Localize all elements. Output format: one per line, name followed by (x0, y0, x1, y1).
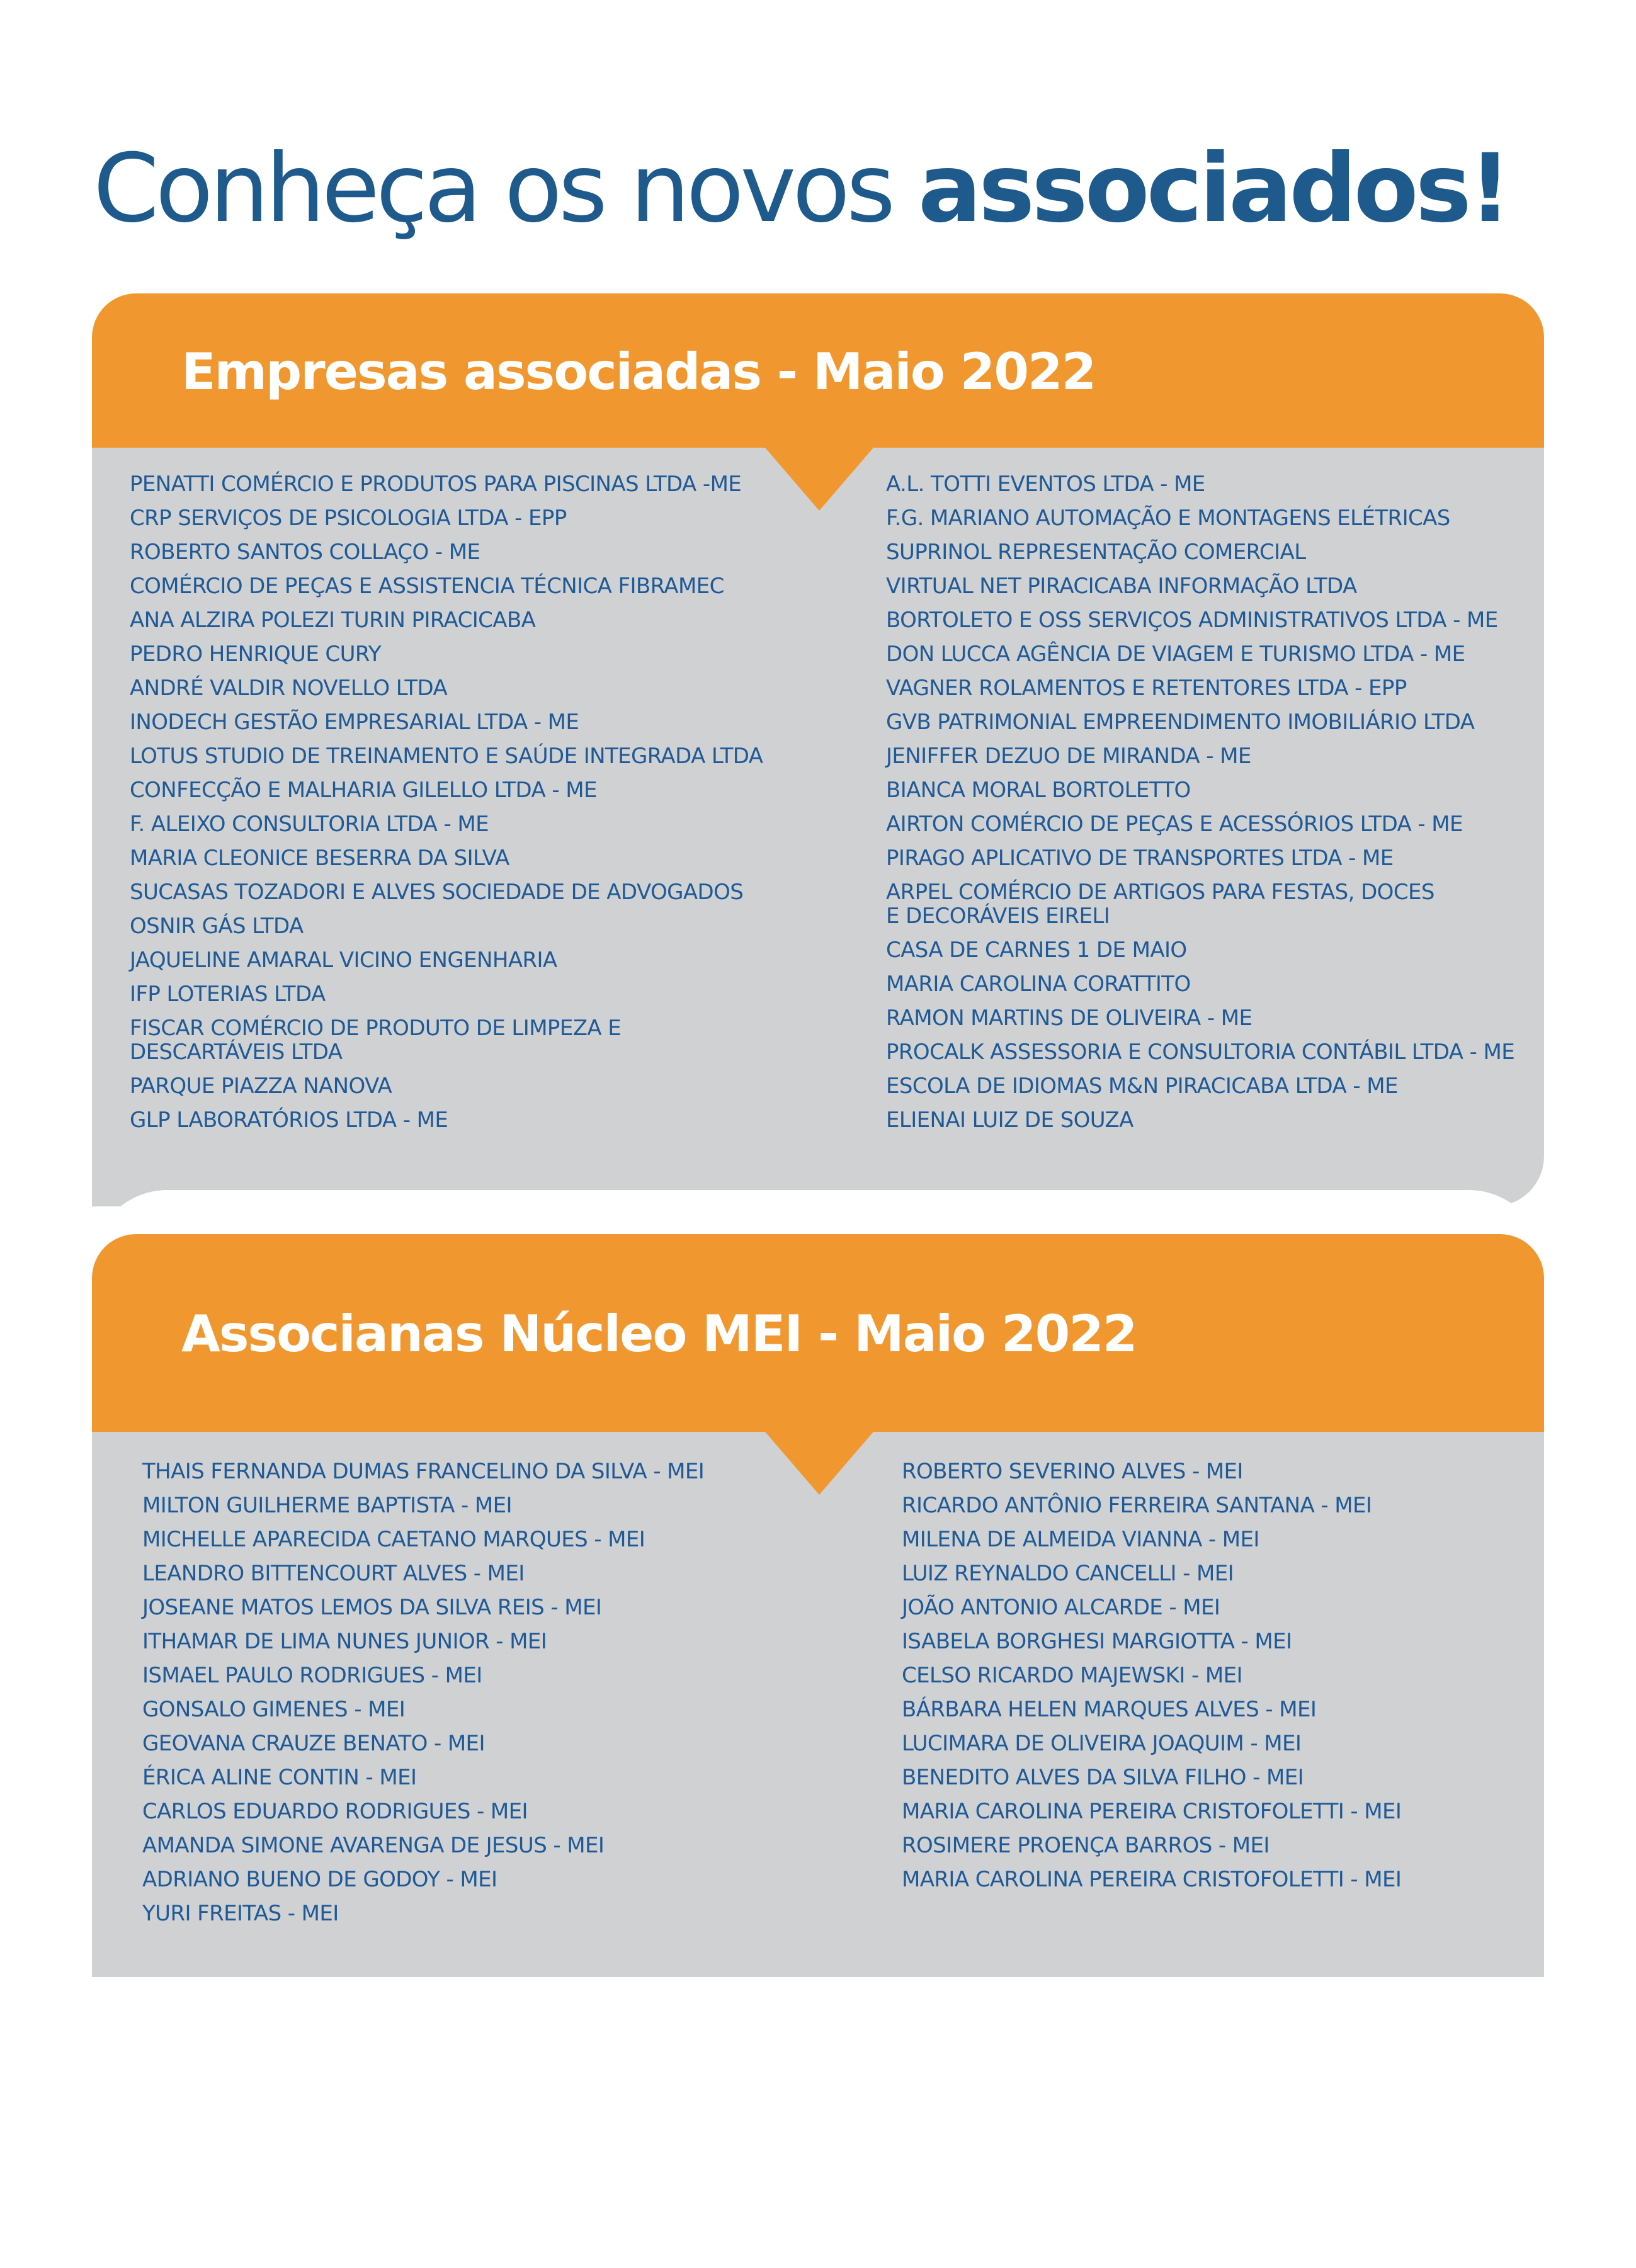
list-item: GONSALO GIMENES - MEI (142, 1697, 406, 1722)
list-item: ISABELA BORGHESI MARGIOTTA - MEI (902, 1629, 1292, 1654)
list-item: VAGNER ROLAMENTOS E RETENTORES LTDA - EPP (886, 676, 1407, 701)
list-item: JOÃO ANTONIO ALCARDE - MEI (902, 1595, 1220, 1620)
list-item: BORTOLETO E OSS SERVIÇOS ADMINISTRATIVOS LTDA - ME (886, 608, 1498, 633)
list-item: F. ALEIXO CONSULTORIA LTDA - ME (130, 812, 489, 837)
empresas-list-right (886, 472, 1514, 1142)
header-pointer-arrow (765, 448, 873, 511)
list-item: F.G. MARIANO AUTOMAÇÃO E MONTAGENS ELÉTRICAS (886, 506, 1450, 531)
empresas-list-left (130, 472, 763, 1142)
section-header (92, 293, 1544, 448)
list-item: DON LUCCA AGÊNCIA DE VIAGEM E TURISMO LTDA - ME (886, 642, 1465, 667)
list-item: LEANDRO BITTENCOURT ALVES - MEI (142, 1561, 525, 1586)
list-item: BIANCA MORAL BORTOLETTO (886, 778, 1191, 803)
list-item: LUIZ REYNALDO CANCELLI - MEI (902, 1561, 1234, 1586)
section-title: Empresas associadas - Maio 2022 (181, 343, 1096, 401)
list-item: MICHELLE APARECIDA CAETANO MARQUES - MEI (142, 1527, 645, 1552)
list-item: ADRIANO BUENO DE GODOY - MEI (142, 1867, 497, 1892)
list-item: GLP LABORATÓRIOS LTDA - ME (130, 1108, 448, 1133)
list-item: BENEDITO ALVES DA SILVA FILHO - MEI (902, 1765, 1304, 1790)
list-item: JENIFFER DEZUO DE MIRANDA - ME (886, 744, 1251, 769)
list-item: MILTON GUILHERME BAPTISTA - MEI (142, 1493, 512, 1518)
list-item: ARPEL COMÉRCIO DE ARTIGOS PARA FESTAS, DOCES E DECORÁVEIS EIRELI (886, 880, 1434, 929)
list-item: ROSIMERE PROENÇA BARROS - MEI (902, 1833, 1270, 1858)
section-header (92, 1234, 1544, 1432)
list-item: CRP SERVIÇOS DE PSICOLOGIA LTDA - EPP (130, 506, 567, 531)
list-item: LOTUS STUDIO DE TREINAMENTO E SAÚDE INTEGRADA LTDA (130, 744, 763, 769)
list-item: ÉRICA ALINE CONTIN - MEI (142, 1765, 417, 1790)
list-item: INODECH GESTÃO EMPRESARIAL LTDA - ME (130, 710, 579, 735)
list-item: FISCAR COMÉRCIO DE PRODUTO DE LIMPEZA E DESCARTÁVEIS LTDA (130, 1016, 622, 1065)
page-title (93, 135, 1508, 242)
list-item: PROCALK ASSESSORIA E CONSULTORIA CONTÁBIL LTDA - ME (886, 1040, 1515, 1065)
list-item: OSNIR GÁS LTDA (130, 914, 304, 939)
list-item: COMÉRCIO DE PEÇAS E ASSISTENCIA TÉCNICA FIBRAMEC (130, 574, 724, 599)
list-item: BÁRBARA HELEN MARQUES ALVES - MEI (902, 1697, 1317, 1722)
list-item: GVB PATRIMONIAL EMPREENDIMENTO IMOBILIÁRIO LTDA (886, 710, 1475, 735)
list-item: CELSO RICARDO MAJEWSKI - MEI (902, 1663, 1242, 1688)
mei-list-left (142, 1460, 704, 1936)
mei-list-right (902, 1460, 1401, 1902)
list-item: RAMON MARTINS DE OLIVEIRA - ME (886, 1006, 1253, 1031)
list-item: MARIA CLEONICE BESERRA DA SILVA (130, 846, 509, 871)
list-item: SUCASAS TOZADORI E ALVES SOCIEDADE DE ADVOGADOS (130, 880, 744, 905)
list-item: JAQUELINE AMARAL VICINO ENGENHARIA (130, 948, 557, 973)
list-item: ANDRÉ VALDIR NOVELLO LTDA (130, 676, 448, 701)
list-item: LUCIMARA DE OLIVEIRA JOAQUIM - MEI (902, 1731, 1302, 1756)
list-item: CONFECÇÃO E MALHARIA GILELLO LTDA - ME (130, 778, 597, 803)
list-item: AMANDA SIMONE AVARENGA DE JESUS - MEI (142, 1833, 605, 1858)
list-item: ROBERTO SEVERINO ALVES - MEI (902, 1459, 1243, 1484)
list-item: IFP LOTERIAS LTDA (130, 982, 326, 1007)
list-item: ESCOLA DE IDIOMAS M&N PIRACICABA LTDA - ME (886, 1074, 1398, 1099)
list-item: ISMAEL PAULO RODRIGUES - MEI (142, 1663, 482, 1688)
list-item: GEOVANA CRAUZE BENATO - MEI (142, 1731, 485, 1756)
list-item: ELIENAI LUIZ DE SOUZA (886, 1108, 1133, 1133)
page-title-regular: Conheça os novos (93, 134, 918, 244)
list-item: AIRTON COMÉRCIO DE PEÇAS E ACESSÓRIOS LTDA - ME (886, 812, 1463, 837)
header-pointer-arrow (765, 1432, 873, 1495)
list-item: VIRTUAL NET PIRACICABA INFORMAÇÃO LTDA (886, 574, 1357, 599)
list-item: ITHAMAR DE LIMA NUNES JUNIOR - MEI (142, 1629, 547, 1654)
list-item: RICARDO ANTÔNIO FERREIRA SANTANA - MEI (902, 1493, 1372, 1518)
list-item: CARLOS EDUARDO RODRIGUES - MEI (142, 1799, 528, 1824)
list-item: MARIA CAROLINA PEREIRA CRISTOFOLETTI - MEI (902, 1799, 1402, 1824)
list-item: PEDRO HENRIQUE CURY (130, 642, 381, 667)
list-item: PARQUE PIAZZA NANOVA (130, 1074, 392, 1099)
list-item: MARIA CAROLINA PEREIRA CRISTOFOLETTI - MEI (902, 1867, 1402, 1892)
list-item: A.L. TOTTI EVENTOS LTDA - ME (886, 472, 1205, 497)
list-item: THAIS FERNANDA DUMAS FRANCELINO DA SILVA - MEI (142, 1459, 705, 1484)
page-title-bold: associados! (917, 134, 1509, 244)
list-item: JOSEANE MATOS LEMOS DA SILVA REIS - MEI (142, 1595, 602, 1620)
list-item: ROBERTO SANTOS COLLAÇO - ME (130, 540, 480, 565)
list-item: PIRAGO APLICATIVO DE TRANSPORTES LTDA - ME (886, 846, 1394, 871)
list-item: YURI FREITAS - MEI (142, 1901, 339, 1926)
list-item: CASA DE CARNES 1 DE MAIO (886, 938, 1187, 963)
list-item: ANA ALZIRA POLEZI TURIN PIRACICABA (130, 608, 536, 633)
list-item: PENATTI COMÉRCIO E PRODUTOS PARA PISCINAS LTDA -ME (130, 472, 742, 497)
list-item: SUPRINOL REPRESENTAÇÃO COMERCIAL (886, 540, 1306, 565)
list-item: MILENA DE ALMEIDA VIANNA - MEI (902, 1527, 1259, 1552)
list-item: MARIA CAROLINA CORATTITO (886, 972, 1191, 997)
section-title: Associanas Núcleo MEI - Maio 2022 (181, 1305, 1137, 1363)
